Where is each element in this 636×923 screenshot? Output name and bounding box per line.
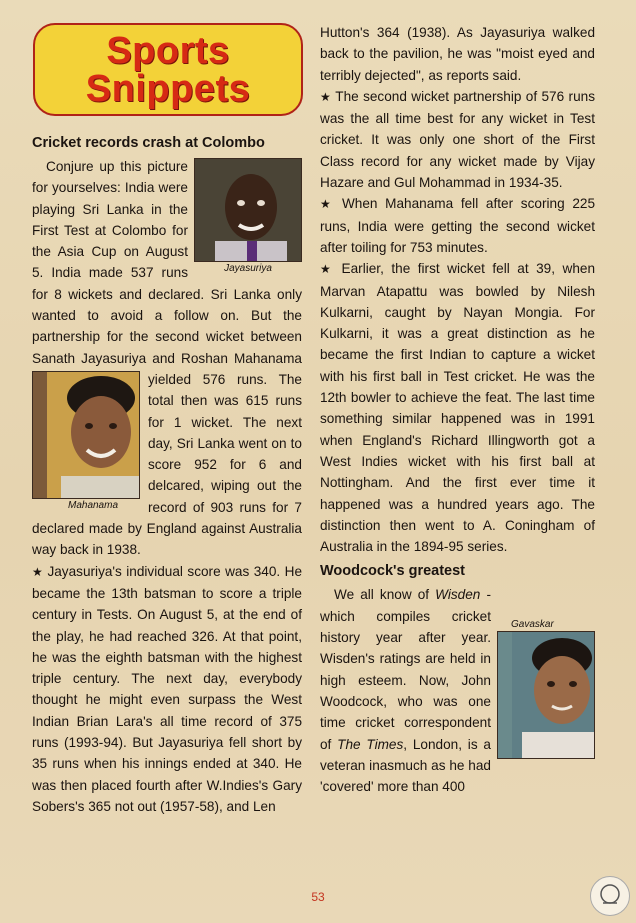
jayasuriya-photo-block — [194, 158, 302, 275]
star-bullet-icon: ★ — [320, 262, 342, 277]
mahanama-photo — [32, 371, 140, 499]
gavaskar-photo-block — [497, 618, 595, 759]
article-text-part: Earlier, the first wicket fell at 39, when Marvan Atapattu was bowled by Nilesh Kulkarni, caught by Nayan Mongia. For Kulkarni, it was a great distinction as he became the first Indian to capture a wicket with his first ball in Test cricket. He was the 12th bowler to achieve the feat. The last time something similar happened was in 1991 when England's Richard Illingworth got a West Indies wicket with his first ball at Nottingham. And the first ever time it happened was a hundred years ago. The distinction then went to A. Coningham of Australia in the 1894-95 series. — [320, 261, 596, 555]
partnership-paragraph — [320, 86, 595, 193]
publisher-logo — [590, 876, 630, 916]
mahanama-paragraph — [320, 193, 595, 258]
logo-drawing — [591, 877, 629, 915]
article-text-part: Conjure up this picture for yourselves: India were playing Sri Lanka in the First Test at Colombo for the Asia Cup on August 5. India made 537 runs for 8 wickets and declared. Sri Lanka only wanted to avoid a follow on. But the partnership for the second wicket between Sanath Jayasuriya and Roshan Mahanama — [32, 159, 302, 366]
article-text-part: The second wicket partnership of 576 runs was the all time best for any wicket in Test cricket. It was only one short of the First Class record for any wicket made by Vijay Hazare and Gul Mohammad in 1934-35. — [320, 88, 595, 191]
star-bullet-icon: ★ — [320, 89, 336, 104]
article-text-part: - which compiles cricket history year after year. Wisden's ratings are held in high esteem. Now, John Woodcock, who was one time cricket correspondent of — [320, 587, 491, 752]
article-text-part: We all know of — [334, 587, 436, 603]
article-text-part: When Mahanama fell after scoring 225 runs, India were getting the second wicket after toiling for 753 minutes. — [320, 196, 596, 255]
article-text-part: yielded 576 runs. The total then was 615 runs for 1 wicket. The next day, Sri Lanka went on to score 952 for 6 and delcared, wiping out the record of 903 runs for 7 declared made by England against Australia way back in 1938. — [32, 371, 302, 558]
publication-name: Wisden — [435, 587, 481, 603]
jayasuriya-portrait-drawing — [195, 159, 302, 262]
publication-name: The Times — [337, 736, 404, 752]
article-text-part: , London, is a veteran inasmuch as he had 'covered' more than 400 — [320, 736, 491, 795]
article-heading: Woodcock's greatest — [320, 563, 465, 580]
star-bullet-icon: ★ — [320, 197, 342, 212]
mahanama-photo-block — [32, 371, 140, 512]
gavaskar-portrait-drawing — [512, 632, 595, 759]
sports-snippets-title — [33, 23, 303, 116]
mahanama-portrait-drawing — [47, 372, 140, 499]
mahanama-caption: Mahanama — [67, 499, 119, 511]
jayasuriya-score-paragraph — [32, 561, 302, 818]
title-line-1: Sports — [106, 29, 230, 72]
article-heading: Cricket records crash at Colombo — [32, 135, 265, 151]
gavaskar-caption: Gavaskar — [511, 619, 554, 631]
right-column — [320, 22, 595, 797]
continued-paragraph: Hutton's 364 (1938). As Jayasuriya walked back to the pavilion, he was "moist eyed and terribly dejected", as reports said. — [320, 25, 595, 83]
jayasuriya-photo — [194, 158, 302, 262]
page-number: 53 — [311, 890, 325, 904]
woodcock-paragraph — [320, 584, 595, 797]
left-column — [32, 133, 302, 817]
jayasuriya-caption: Jayasuriya — [224, 263, 272, 274]
star-bullet-icon: ★ — [32, 564, 48, 579]
gavaskar-photo — [497, 631, 595, 759]
first-wicket-paragraph — [320, 258, 595, 557]
article-text-part: Jayasuriya's individual score was 340. He became the 13th batsman to score a triple century in Tests. On August 5, at the end of the play, he had reached 326. At that point, he was the eighth batsman with the highest triple century. The next day, everybody thought he might even surpass the West Indian Brian Lara's all time record of 375 runs (1993-94). But Jayasuriya fell short by 35 runs when his innings ended at 340. He was then placed fourth after W.Indies's Gary Sobers's 365 not out (1957-58), and Len — [32, 563, 303, 814]
title-line-2: Snippets — [85, 67, 251, 110]
